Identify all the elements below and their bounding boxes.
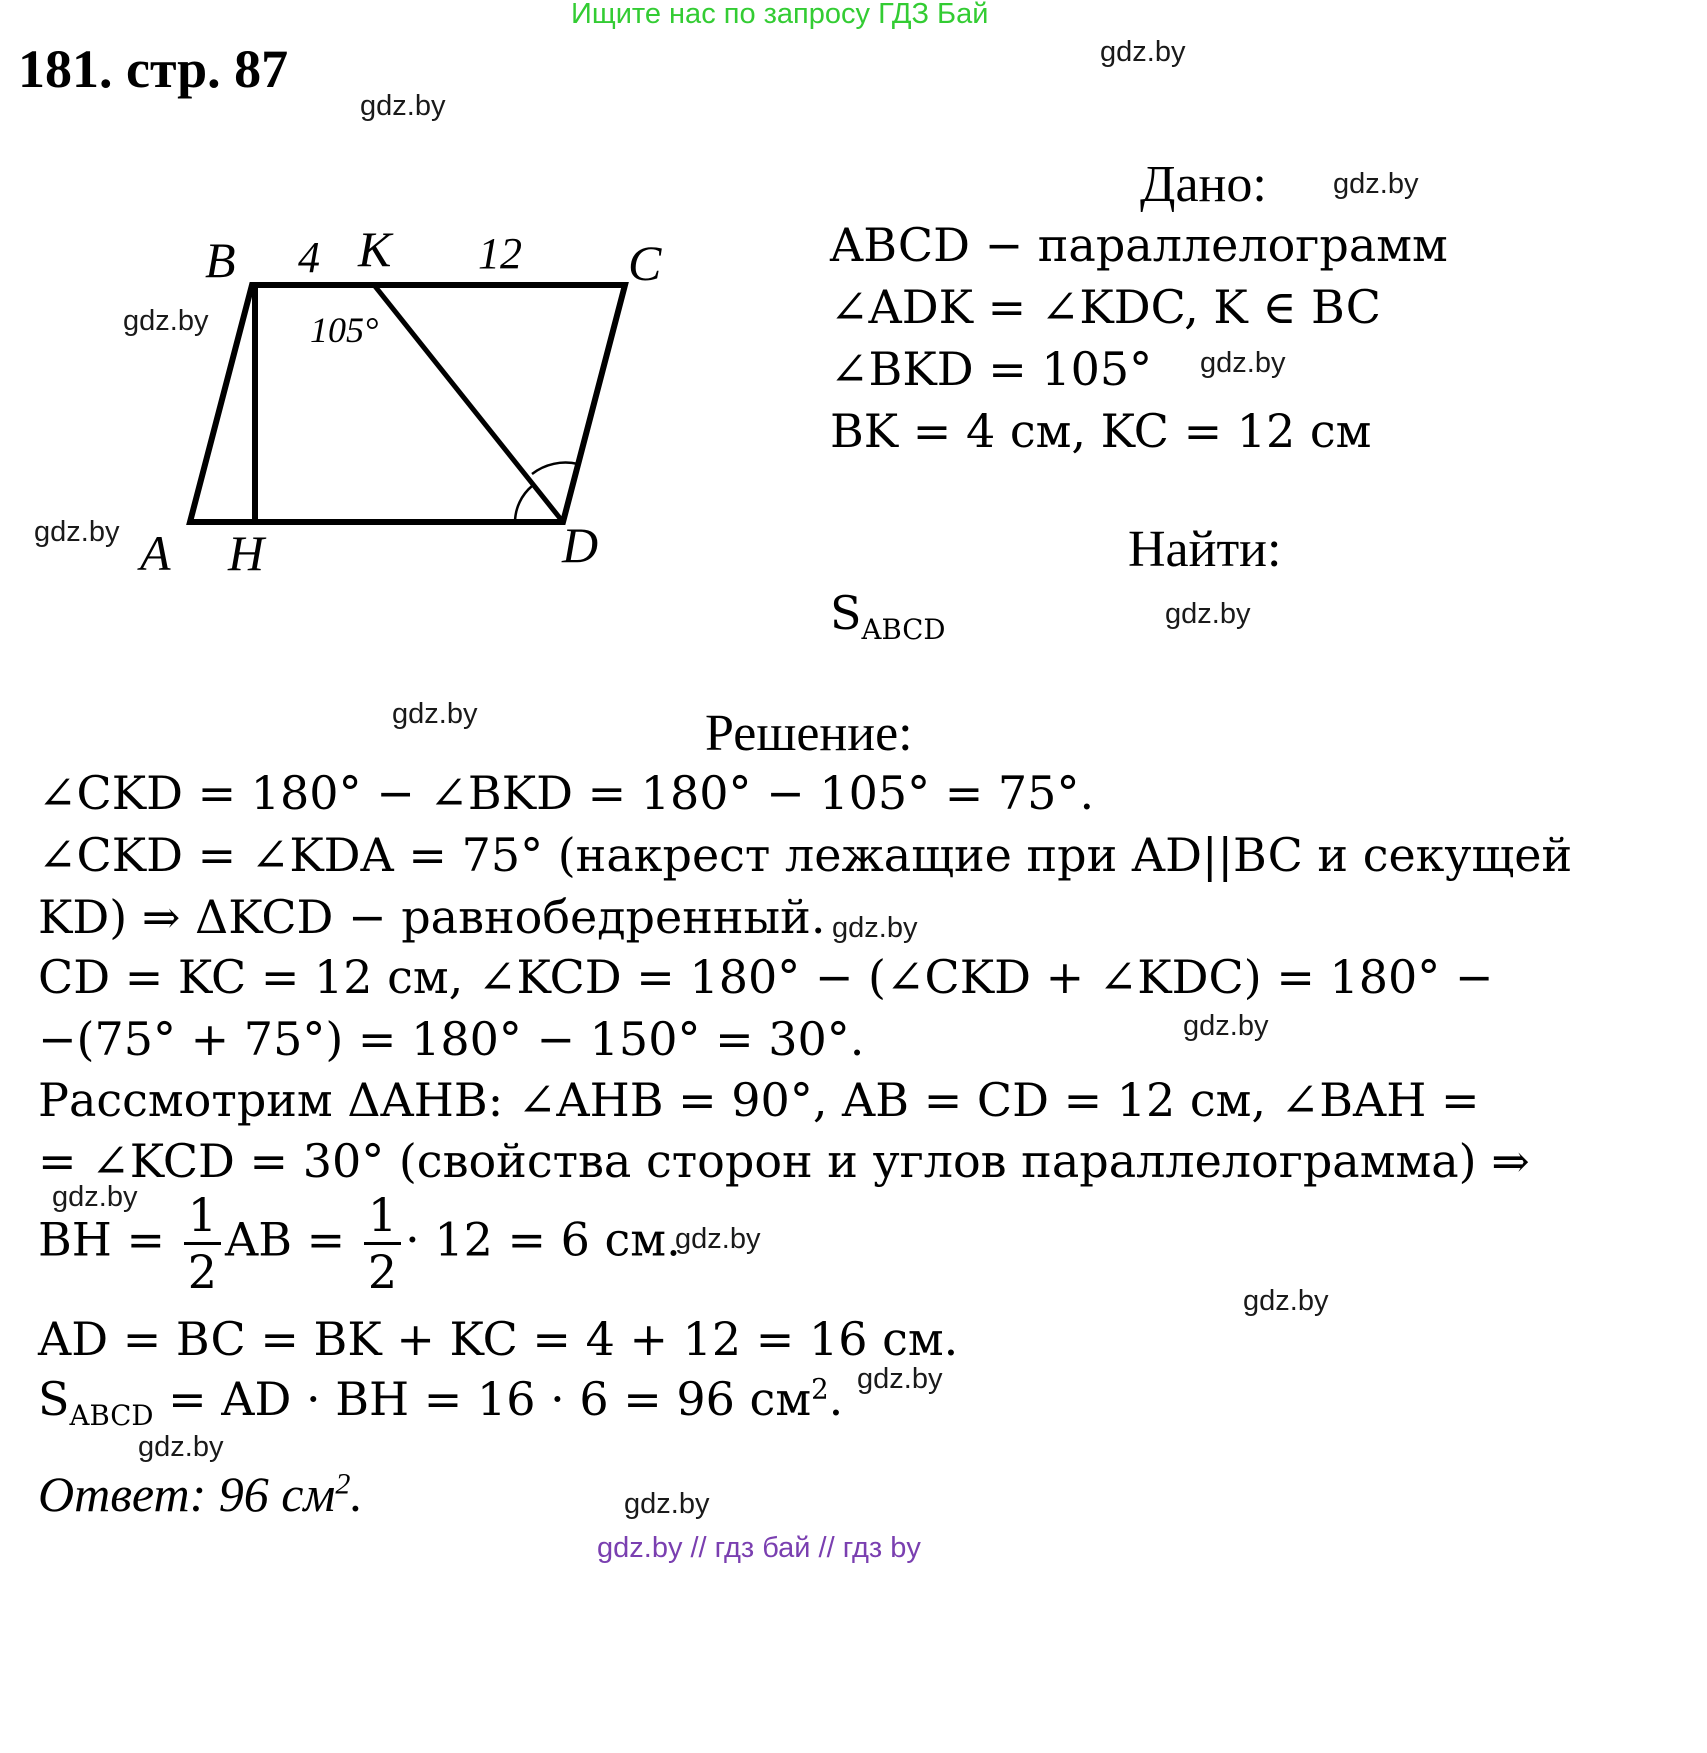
vertex-label-b: B — [205, 232, 236, 288]
solution-line-3: KD) ⇒ ΔKCD − равнобедренный. — [38, 890, 826, 944]
watermark: gdz.by — [624, 1488, 710, 1520]
solution-line-bh: BH = $\frac{1}{2}$ AB = $\frac{1}{2}$ · 12 = 6 см. — [38, 1188, 681, 1299]
watermark: gdz.by — [675, 1223, 761, 1255]
solution-line-7: = ∠KCD = 30° (свойства сторон и углов параллелограмма) ⇒ — [38, 1134, 1530, 1188]
answer: Ответ: 96 $см^2$. — [38, 1466, 363, 1522]
vertex-label-k: K — [358, 221, 392, 277]
watermark: gdz.by — [34, 516, 120, 548]
find-heading: Найти: — [1128, 521, 1282, 578]
given-line-4: BK = 4 см, KC = 12 см — [830, 404, 1372, 458]
solution-line-2: ∠CKD = ∠KDA = 75° (накрест лежащие при AD||BC и секущей — [38, 828, 1573, 882]
solution-line-1: ∠CKD = 180° − ∠BKD = 180° − 105° = 75°. — [38, 766, 1095, 820]
watermark: gdz.by — [1243, 1285, 1329, 1317]
given-line-3: ∠BKD = 105° — [830, 342, 1153, 396]
vertex-label-c: C — [628, 235, 662, 291]
solution-line-4: CD = KC = 12 см, ∠KCD = 180° − (∠CKD + ∠KDC) = 180° − — [38, 950, 1494, 1004]
watermark: gdz.by — [123, 305, 209, 337]
watermark: gdz.by — [52, 1181, 138, 1213]
vertex-label-d: D — [562, 517, 599, 573]
solution-line-area: $S_{ABCD}$ = AD · BH = 16 · 6 = 96 $см^2$. — [38, 1372, 844, 1433]
find-value: $S_{ABCD}$ — [830, 586, 946, 647]
solution-line-5: −(75° + 75°) = 180° − 150° = 30°. — [38, 1012, 865, 1066]
bottom-banner: gdz.by // гдз бай // гдз by — [597, 1532, 921, 1564]
page-title: 181. стр. 87 — [18, 39, 289, 99]
watermark: gdz.by — [360, 90, 446, 122]
angle-arc-adk — [515, 486, 532, 522]
given-line-2: ∠ADK = ∠KDC, K ∈ BC — [830, 280, 1381, 334]
watermark: gdz.by — [138, 1431, 224, 1463]
fraction: $\frac{1}{2}$ — [364, 1192, 401, 1295]
watermark: gdz.by — [857, 1363, 943, 1395]
fraction: $\frac{1}{2}$ — [184, 1192, 221, 1295]
solution-line-ad: AD = BC = BK + KC = 4 + 12 = 16 см. — [38, 1312, 959, 1366]
segment-kd — [374, 285, 563, 522]
watermark: gdz.by — [392, 698, 478, 730]
label-kc: 12 — [478, 229, 522, 278]
vertex-label-a: A — [140, 525, 171, 581]
watermark: gdz.by — [832, 912, 918, 944]
solution-heading: Решение: — [705, 705, 913, 762]
given-heading: Дано: — [1140, 156, 1267, 213]
watermark: gdz.by — [1200, 347, 1286, 379]
watermark: gdz.by — [1183, 1010, 1269, 1042]
watermark: gdz.by — [1100, 36, 1186, 68]
watermark: gdz.by — [1333, 168, 1419, 200]
vertex-label-h: H — [228, 525, 265, 581]
label-angle: 105° — [310, 310, 379, 350]
given-line-1: ABCD − параллелограмм — [830, 218, 1448, 272]
parallelogram-figure — [0, 0, 720, 600]
watermark: gdz.by — [1165, 598, 1251, 630]
solution-line-6: Рассмотрим ΔAHB: ∠AHB = 90°, AB = CD = 12 см, ∠BAH = — [38, 1073, 1480, 1127]
label-bk: 4 — [298, 233, 320, 282]
angle-arc-kdc — [532, 463, 578, 474]
top-banner: Ищите нас по запросу ГДЗ Бай — [571, 0, 989, 30]
